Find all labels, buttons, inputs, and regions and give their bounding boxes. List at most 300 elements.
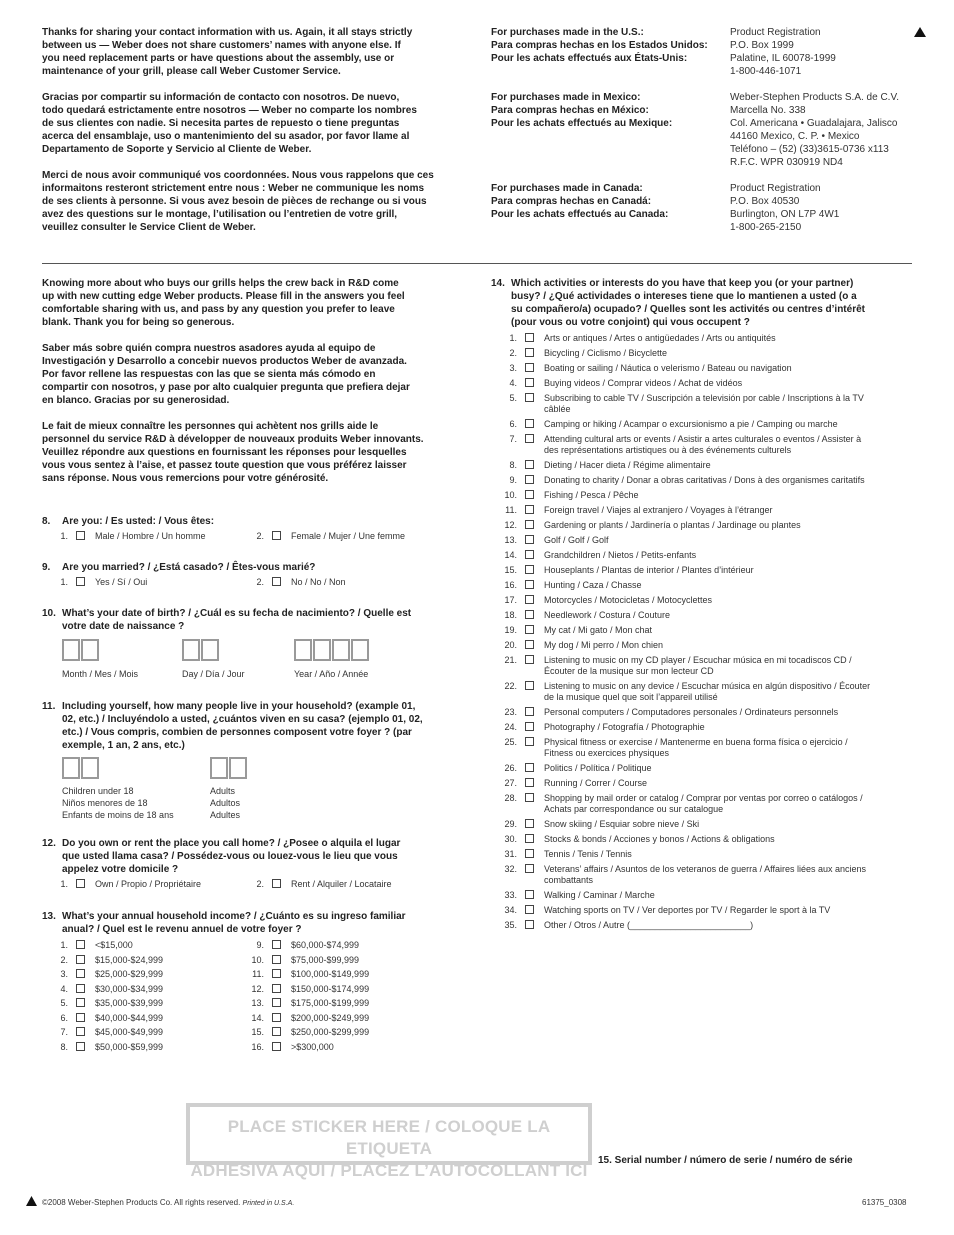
option-label: $35,000-$39,999	[95, 998, 164, 1008]
option-row[interactable]	[42, 955, 238, 966]
option-label: $250,000-$299,999	[291, 1027, 370, 1037]
option-row[interactable]	[238, 969, 369, 980]
option-label-line: Boating or sailing / Náutica o velerismo / Bateau ou navigation	[544, 363, 792, 373]
option-number: 18.	[504, 610, 517, 620]
option-label	[544, 595, 712, 606]
footer-code: 61375_0308	[862, 1198, 907, 1207]
option-row[interactable]	[42, 1042, 238, 1053]
option-row[interactable]	[491, 505, 921, 516]
checkbox[interactable]	[525, 707, 534, 716]
option-number: 4.	[60, 983, 68, 994]
option-rent[interactable]	[238, 879, 392, 890]
option-number: 30.	[504, 834, 517, 844]
serial-number-label: 15. Serial number / número de serie / numéro de série	[598, 1155, 853, 1166]
question-title	[42, 910, 472, 936]
option-number: 29.	[504, 819, 517, 829]
question-text: What’s your annual household income? / ¿Cuánto es su ingreso familiar anual? / Quel est le revenu annuel de votre foyer ?	[62, 911, 406, 935]
option-label-line: Walking / Caminar / Marche	[544, 890, 655, 900]
intro-fr: Le fait de mieux connaître les personnes qui achètent nos grills aide le personnel du service R&D à développer de nouveaux produits Weber innovants. Veuillez répondre aux questions en fournissant les réponses pour lesquelles vous vous sentez à l’aise, et passez toute question que vous préférez laisser sans réponse. Nous vous remercions pour votre générosité.	[42, 421, 424, 484]
option-label-line: Fitness ou exercices physiques	[544, 748, 670, 758]
option-label: $175,000-$199,999	[291, 998, 370, 1008]
option-row[interactable]	[42, 998, 238, 1009]
option-label-line: Subscribing to cable TV / Suscripción a televisión por cable / Inscriptions à la TV	[544, 393, 864, 403]
checkbox[interactable]	[525, 722, 534, 731]
option-label	[544, 834, 775, 845]
checkbox[interactable]	[525, 333, 534, 342]
option-label	[544, 460, 711, 471]
option-label: $200,000-$249,999	[291, 1012, 370, 1023]
option-number: 20.	[504, 640, 517, 650]
checkbox[interactable]	[525, 793, 534, 802]
option-row[interactable]	[491, 393, 921, 415]
checkbox[interactable]	[525, 834, 534, 843]
section-divider	[42, 263, 912, 264]
option-row[interactable]	[491, 890, 921, 901]
option-label-line: Motorcycles / Motocicletas / Motocyclettes	[544, 595, 713, 605]
digit-box[interactable]	[351, 639, 369, 661]
option-label-line: câblée	[544, 404, 571, 414]
option-label: $25,000-$29,999	[95, 969, 164, 979]
checkbox[interactable]	[76, 955, 85, 964]
option-row[interactable]	[42, 940, 238, 951]
option-label	[544, 819, 699, 830]
address-mexico-value: Weber-Stephen Products S.A. de C.V. Marcella No. 338 Col. Americana • Guadalajara, Jalisco 44160 Mexico, C. P. • Mexico Teléfono – (52) (33)3615-0736 x113 R.F.C. WPR 030919 ND4	[730, 92, 899, 168]
option-row[interactable]	[491, 363, 921, 374]
question-birthdate	[42, 607, 472, 691]
option-number: 12.	[251, 983, 264, 994]
option-number: 3.	[509, 363, 517, 373]
option-label: $75,000-$99,999	[291, 954, 360, 965]
digit-box[interactable]	[81, 757, 99, 779]
option-number: 2.	[256, 879, 264, 889]
checkbox[interactable]	[525, 819, 534, 828]
option-number: 6.	[509, 419, 517, 429]
digit-box[interactable]	[294, 639, 312, 661]
children-field[interactable]	[62, 757, 174, 821]
address-mexico-labels: For purchases made in Mexico: Para compras hechas en México: Pour les achats effectués au Mexique:	[491, 92, 673, 129]
option-number: 8.	[509, 460, 517, 470]
option-label: $40,000-$44,999	[95, 1012, 164, 1023]
checkbox[interactable]	[272, 1042, 281, 1051]
checkbox[interactable]	[525, 595, 534, 604]
checkbox[interactable]	[525, 434, 534, 443]
question-text: Do you own or rent the place you call home? / ¿Posee o alquila el lugar que usted llama casa? / Possédez-vous ou louez-vous le lieu que vous appelez votre domicile ?	[62, 838, 401, 875]
option-label-line: Stocks & bonds / Acciones y bonos / Actions & obligations	[544, 834, 775, 844]
option-label-line: de la musique quel que soit l’appareil utilisé	[544, 692, 718, 702]
option-number: 1.	[60, 577, 68, 587]
option-number: 16.	[504, 580, 517, 590]
checkbox[interactable]	[272, 998, 281, 1007]
activities-list	[491, 333, 921, 931]
digit-box[interactable]	[201, 639, 219, 661]
option-label-line: Achats par correspondance ou sur catalogue	[544, 804, 724, 814]
option-label-line: Attending cultural arts or events / Asistir a artes culturales o eventos / Assister à	[544, 434, 862, 444]
option-row[interactable]	[491, 625, 921, 636]
option-number: 7.	[509, 434, 517, 444]
checkbox[interactable]	[76, 940, 85, 949]
option-number: 11.	[252, 969, 264, 979]
option-label-line: Running / Correr / Course	[544, 778, 648, 788]
option-number: 2.	[60, 954, 68, 965]
option-number: 1.	[509, 333, 517, 343]
checkbox[interactable]	[525, 348, 534, 357]
checkbox[interactable]	[76, 1042, 85, 1051]
option-number: 5.	[509, 393, 517, 403]
checkbox[interactable]	[525, 419, 534, 428]
sticker-placeholder[interactable]	[186, 1103, 592, 1180]
option-row[interactable]	[491, 722, 921, 733]
checkbox[interactable]	[525, 778, 534, 787]
question-number: 12.	[42, 838, 56, 849]
question-title	[491, 277, 921, 329]
option-number: 27.	[504, 778, 517, 788]
option-row[interactable]	[491, 610, 921, 621]
option-number: 4.	[509, 378, 517, 388]
option-label-line: Bicycling / Ciclismo / Bicyclette	[544, 348, 668, 358]
option-number: 10.	[504, 490, 517, 500]
question-text: What’s your date of birth? / ¿Cuál es su fecha de nacimiento? / Quelle est votre date de naissance ?	[62, 608, 412, 632]
option-label	[544, 707, 838, 718]
option-row[interactable]	[491, 460, 921, 471]
option-number: 2.	[256, 531, 264, 541]
checkbox[interactable]	[525, 393, 534, 402]
option-number: 14.	[251, 1012, 264, 1023]
option-row[interactable]	[491, 640, 921, 651]
address-canada-labels: For purchases made in Canada: Para compras hechas en Canadá: Pour les achats effectués au Canada:	[491, 183, 669, 220]
option-label-line: Camping or hiking / Acampar o excursionismo a pie / Camping ou marche	[544, 419, 838, 429]
option-row[interactable]	[491, 793, 921, 815]
checkbox[interactable]	[525, 655, 534, 664]
checkbox[interactable]	[272, 879, 281, 888]
option-label-line: Photography / Fotografía / Photographie	[544, 722, 705, 732]
option-label	[544, 655, 852, 677]
checkbox[interactable]	[525, 520, 534, 529]
option-no[interactable]	[238, 577, 346, 588]
option-row[interactable]	[491, 920, 921, 931]
option-label-line: Watching sports on TV / Ver deportes por TV / Regarder le sport à la TV	[544, 905, 831, 915]
checkbox[interactable]	[272, 1013, 281, 1022]
question-title	[42, 837, 472, 876]
option-row[interactable]	[491, 763, 921, 774]
year-field[interactable]	[294, 639, 370, 680]
intro-es: Saber más sobre quién compra nuestros asadores ayuda al equipo de Investigación y Desarrollo a concebir nuevos productos Weber de avanzada. Por favor rellene las respuestas con las que se sienta más cómodo en compartir con nosotros, y pase por alto cualquier pregunta que prefiera dejar en blanco. Gracias por su generosidad.	[42, 343, 410, 406]
checkbox[interactable]	[272, 969, 281, 978]
option-label-line: Physical fitness or exercise / Mantenerme en buena forma física o ejercicio /	[544, 737, 848, 747]
question-number: 9.	[42, 562, 51, 573]
option-label	[544, 722, 705, 733]
option-label: $60,000-$74,999	[291, 940, 360, 950]
option-label-line: Écouter de la musique sur mon lecteur CD	[544, 666, 714, 676]
checkbox[interactable]	[76, 1013, 85, 1022]
option-number: 32.	[504, 864, 517, 874]
address-canada	[491, 182, 921, 234]
option-label	[544, 580, 642, 591]
option-label: $45,000-$49,999	[95, 1027, 164, 1037]
option-label-line: des représentations artistiques ou à des événements culturels	[544, 445, 792, 455]
option-label-line: Fishing / Pesca / Pêche	[544, 490, 639, 500]
option-number: 9.	[256, 940, 264, 950]
option-label	[544, 363, 792, 374]
option-number: 5.	[60, 998, 68, 1008]
option-number: 1.	[60, 531, 68, 541]
checkbox[interactable]	[525, 475, 534, 484]
checkbox[interactable]	[76, 998, 85, 1007]
option-label: $50,000-$59,999	[95, 1041, 164, 1052]
option-number: 13.	[504, 535, 517, 545]
option-label	[544, 333, 776, 344]
checkbox[interactable]	[525, 890, 534, 899]
digit-box[interactable]	[81, 639, 99, 661]
option-label: >$300,000	[291, 1041, 334, 1052]
option-row[interactable]	[491, 595, 921, 606]
checkbox[interactable]	[525, 920, 534, 929]
option-number: 2.	[256, 577, 264, 587]
children-label: Children under 18 Niños menores de 18 Enfants de moins de 18 ans	[62, 786, 174, 820]
up-triangle-icon	[914, 27, 926, 37]
option-label: Own / Propio / Propriétaire	[95, 879, 202, 889]
checkbox[interactable]	[525, 625, 534, 634]
question-text: Are you married? / ¿Está casado? / Êtes-vous marié?	[62, 562, 316, 573]
option-row[interactable]	[491, 520, 921, 531]
digit-box[interactable]	[313, 639, 331, 661]
option-row[interactable]	[238, 998, 369, 1009]
digit-box[interactable]	[62, 639, 80, 661]
checkbox[interactable]	[525, 565, 534, 574]
option-row[interactable]	[491, 819, 921, 830]
option-label	[544, 681, 870, 703]
checkbox[interactable]	[525, 737, 534, 746]
question-text: Are you: / Es usted: / Vous êtes:	[62, 516, 215, 527]
option-label: Yes / Sí / Oui	[95, 577, 148, 587]
option-label-line: Veterans’ affairs / Asuntos de los veteranos de guerra / Affaires liées aux anciens	[544, 864, 867, 874]
option-label-line: Donating to charity / Donar a obras caritativas / Dons à des organismes caritatifs	[544, 475, 865, 485]
checkbox[interactable]	[76, 879, 85, 888]
checkbox[interactable]	[525, 580, 534, 589]
option-label	[544, 490, 639, 501]
option-label: Rent / Alquiler / Locataire	[291, 879, 392, 889]
option-row[interactable]	[238, 984, 369, 995]
digit-box[interactable]	[182, 639, 200, 661]
option-label	[544, 505, 772, 516]
option-label-line: Personal computers / Computadores personales / Ordinateurs personnels	[544, 707, 839, 717]
month-label: Month / Mes / Mois	[62, 669, 139, 679]
option-number: 16.	[251, 1041, 264, 1052]
adults-label: Adults Adultos Adultes	[210, 786, 241, 820]
question-household-size	[42, 700, 472, 823]
option-row[interactable]	[491, 905, 921, 916]
checkbox[interactable]	[525, 905, 534, 914]
checkbox[interactable]	[272, 984, 281, 993]
option-row[interactable]	[491, 737, 921, 759]
option-row[interactable]	[491, 333, 921, 344]
option-row[interactable]	[238, 1042, 369, 1053]
option-label	[544, 393, 864, 415]
income-column-2	[238, 940, 369, 1056]
option-row[interactable]	[238, 1027, 369, 1038]
option-label	[544, 348, 667, 359]
digit-box[interactable]	[332, 639, 350, 661]
option-label-line: Needlework / Costura / Couture	[544, 610, 671, 620]
option-row[interactable]	[491, 834, 921, 845]
option-number: 2.	[509, 348, 517, 358]
address-us-value: Product Registration P.O. Box 1999 Palatine, IL 60078-1999 1-800-446-1071	[730, 27, 836, 77]
option-yes[interactable]	[42, 577, 238, 588]
option-row[interactable]	[238, 955, 369, 966]
question-gender	[42, 515, 472, 542]
option-label-line: Gardening or plants / Jardinería o plantas / Jardinage ou plantes	[544, 520, 801, 530]
checkbox[interactable]	[525, 640, 534, 649]
question-title	[42, 561, 472, 574]
checkbox[interactable]	[76, 969, 85, 978]
question-text: Including yourself, how many people live in your household? (example 01, 02, etc.) / Incluyéndolo a usted, ¿cuántos viven en su casa? (ejemplo 01, 02, etc.) / Vous compris, combien de personnes composent votre foyer ? (par exemple, 1 an, 2 ans, etc.)	[62, 701, 423, 751]
checkbox[interactable]	[525, 849, 534, 858]
option-number: 19.	[504, 625, 517, 635]
option-row[interactable]	[491, 778, 921, 789]
checkbox[interactable]	[272, 531, 281, 540]
option-label	[544, 920, 753, 931]
privacy-es: Gracias por compartir su información de contacto con nosotros. De nuevo, todo quedará estrictamente entre nosotros — Weber no comparte los nombres de sus clientes con nadie. Si necesita partes de repuesto o tiene preguntas acerca del ensamblaje, uso o mantenimiento del su asador, por favor llame al Departamento de Soporte y Servicio al Cliente de Weber.	[42, 92, 417, 155]
option-label	[544, 890, 655, 901]
footer-copyright	[42, 1197, 294, 1209]
digit-box[interactable]	[210, 757, 228, 779]
question-number: 13.	[42, 911, 56, 922]
question-number: 10.	[42, 608, 56, 619]
adults-field[interactable]	[210, 757, 248, 821]
address-us	[491, 26, 921, 78]
option-row[interactable]	[42, 1027, 238, 1038]
up-triangle-icon	[26, 1196, 37, 1206]
checkbox[interactable]	[272, 577, 281, 586]
option-label: <$15,000	[95, 940, 133, 950]
checkbox[interactable]	[525, 460, 534, 469]
option-row[interactable]	[491, 550, 921, 561]
checkbox[interactable]	[525, 763, 534, 772]
option-row[interactable]	[42, 984, 238, 995]
checkbox[interactable]	[76, 984, 85, 993]
checkbox[interactable]	[525, 363, 534, 372]
printed-text: Printed in U.S.A.	[242, 1200, 295, 1207]
option-label-line: My dog / Mi perro / Mon chien	[544, 640, 664, 650]
option-label	[544, 905, 830, 916]
option-number: 13.	[251, 998, 264, 1008]
option-label-line: Grandchildren / Nietos / Petits-enfants	[544, 550, 697, 560]
option-label	[544, 793, 863, 815]
option-row[interactable]	[491, 434, 921, 456]
option-row[interactable]	[491, 475, 921, 486]
question-number: 14.	[491, 278, 505, 289]
checkbox[interactable]	[76, 1027, 85, 1036]
option-row[interactable]	[491, 565, 921, 576]
option-number: 11.	[505, 505, 517, 515]
option-row[interactable]	[491, 681, 921, 703]
option-label-line: Buying videos / Comprar videos / Achat de vidéos	[544, 378, 743, 388]
option-row[interactable]	[42, 1013, 238, 1024]
option-number: 34.	[504, 905, 517, 915]
option-row[interactable]	[491, 864, 921, 886]
checkbox[interactable]	[525, 610, 534, 619]
digit-box[interactable]	[62, 757, 80, 779]
option-number: 7.	[60, 1027, 68, 1037]
option-row[interactable]	[491, 655, 921, 677]
checkbox[interactable]	[525, 864, 534, 873]
checkbox[interactable]	[525, 378, 534, 387]
address-mexico	[491, 91, 921, 169]
option-label-line: Hunting / Caza / Chasse	[544, 580, 642, 590]
checkbox[interactable]	[272, 955, 281, 964]
checkbox[interactable]	[525, 681, 534, 690]
digit-box[interactable]	[229, 757, 247, 779]
sticker-text-line1: PLACE STICKER HERE / COLOQUE LA ETIQUETA	[227, 1117, 551, 1158]
option-row[interactable]	[491, 348, 921, 359]
privacy-notice	[42, 26, 472, 247]
privacy-en: Thanks for sharing your contact information with us. Again, it all stays strictly between us — Weber does not share customers’ names with anyone else. If you need replacement parts or have questions about the assembly, use or maintenance of your grill, please call Weber Customer Service.	[42, 27, 413, 77]
option-label	[544, 640, 663, 651]
year-label: Year / Año / Année	[294, 669, 369, 679]
option-label-line: Snow skiing / Esquiar sobre nieve / Ski	[544, 819, 700, 829]
option-row[interactable]	[491, 419, 921, 430]
question-text: Which activities or interests do you have that keep you (or your partner) busy? / ¿Qué actividades o intereses tiene que lo mantienen a usted (o a su compañero/a) ocupado? / Quelles sont les activités ou centres d’intérêt (pour vous ou votre conjoint) qui vous occupent ?	[511, 278, 865, 328]
option-label-line: Arts or antiques / Artes o antigüedades / Arts ou antiquités	[544, 333, 776, 343]
option-row[interactable]	[42, 969, 238, 980]
option-label: Male / Hombre / Un homme	[95, 531, 206, 541]
month-field[interactable]	[62, 639, 138, 680]
option-row[interactable]	[491, 849, 921, 860]
question-number: 8.	[42, 516, 51, 527]
option-row[interactable]	[491, 580, 921, 591]
checkbox[interactable]	[76, 577, 85, 586]
option-label-line: Shopping by mail order or catalog / Comprar por ventas por correo o catálogos /	[544, 793, 863, 803]
checkbox[interactable]	[525, 490, 534, 499]
checkbox[interactable]	[525, 550, 534, 559]
option-row[interactable]	[491, 707, 921, 718]
checkbox[interactable]	[525, 505, 534, 514]
checkbox[interactable]	[76, 531, 85, 540]
option-label: No / No / Non	[291, 577, 346, 587]
question-income	[42, 910, 472, 1056]
option-male[interactable]	[42, 531, 238, 542]
checkbox[interactable]	[272, 1027, 281, 1036]
option-female[interactable]	[238, 531, 405, 542]
option-label	[544, 378, 742, 389]
checkbox[interactable]	[272, 940, 281, 949]
option-row[interactable]	[491, 490, 921, 501]
question-married	[42, 561, 472, 588]
option-label-line: Tennis / Tenis / Tennis	[544, 849, 632, 859]
option-row[interactable]	[491, 535, 921, 546]
checkbox[interactable]	[525, 535, 534, 544]
option-row[interactable]	[238, 940, 369, 951]
option-number: 8.	[60, 1041, 68, 1052]
intro-text	[42, 277, 472, 498]
option-number: 26.	[504, 763, 517, 773]
option-label	[544, 475, 865, 486]
option-number: 24.	[504, 722, 517, 732]
privacy-fr: Merci de nous avoir communiqué vos coordonnées. Nous vous rappelons que ces informaitons resteront strictement entre nous : Weber ne communique les noms de ses clients à personne. Si vous avez besoin de pièces de rechange ou si vous avez des questions sur le montage, l’utilisation ou l’entretien de votre grill, veuillez consulter le Service Client de Weber.	[42, 170, 434, 233]
option-row[interactable]	[238, 1013, 369, 1024]
day-field[interactable]	[182, 639, 245, 680]
option-number: 33.	[504, 890, 517, 900]
option-own[interactable]	[42, 879, 238, 890]
option-label-line: Houseplants / Plantas de interior / Plantes d’intérieur	[544, 565, 754, 575]
sticker-text-line2: ADHESIVA AQUÍ / PLACEZ L’AUTOCOLLANT ICI	[190, 1161, 588, 1180]
option-label-line: Other / Otros / Autre (________________________)	[544, 920, 754, 930]
option-row[interactable]	[491, 378, 921, 389]
option-label: $150,000-$174,999	[291, 983, 370, 994]
question-home-ownership	[42, 837, 472, 890]
option-number: 15.	[251, 1027, 264, 1037]
option-label	[544, 610, 670, 621]
option-label-line: Listening to music on any device / Escuchar música en algún dispositivo / Écouter	[544, 681, 871, 691]
